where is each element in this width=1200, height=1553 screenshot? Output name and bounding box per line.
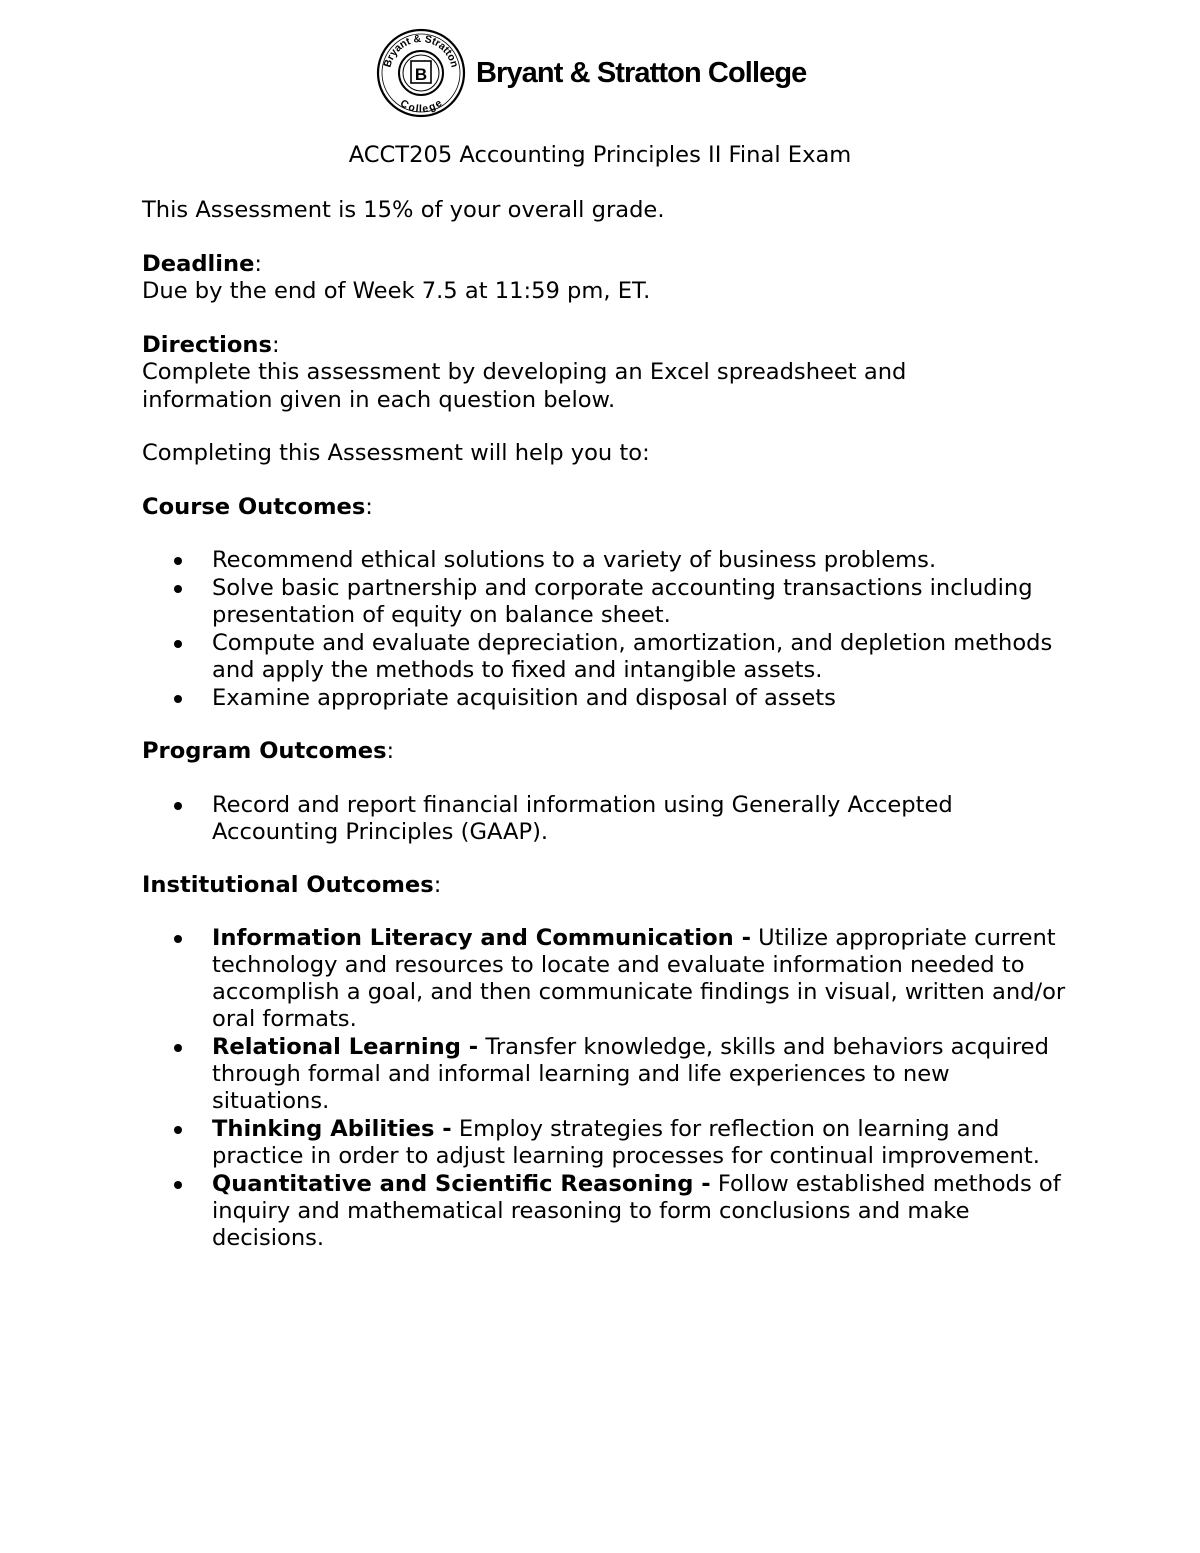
institutional-outcomes-heading [142, 872, 1072, 900]
directions-text-line1: Complete this assessment by developing an Excel spreadsheet and [142, 359, 907, 385]
header-logo [376, 28, 806, 118]
list-item [142, 1116, 1072, 1170]
course-outcomes-heading [142, 494, 1072, 522]
list-item-text: Record and report financial information using Generally Accepted Accounting Principles (GAAP). [212, 791, 953, 845]
list-item [142, 925, 1072, 1033]
bullet-icon [174, 935, 182, 943]
program-outcomes-colon: : [386, 738, 395, 764]
bullet-icon [174, 802, 182, 810]
deadline-colon: : [254, 250, 263, 277]
list-item [142, 547, 1072, 574]
college-name: Bryant & Stratton College [476, 56, 807, 89]
list-item [142, 575, 1072, 629]
intro-paragraph: This Assessment is 15% of your overall grade. [142, 197, 665, 223]
bullet-icon [174, 695, 182, 703]
deadline-section [142, 251, 1072, 306]
directions-section [142, 332, 1072, 415]
deadline-label: Deadline [142, 250, 255, 277]
deadline-text: Due by the end of Week 7.5 at 11:59 pm, ET. [142, 278, 651, 304]
list-item-text: Solve basic partnership and corporate accounting transactions including presentation of equity on balance sheet. [212, 575, 1033, 628]
directions-text-line2: information given in each question below. [142, 386, 616, 413]
bullet-icon [174, 1044, 182, 1052]
seal-text-bottom: College [397, 97, 445, 116]
page-title: ACCT205 Accounting Principles II Final Exam [348, 142, 852, 168]
course-outcomes-list [142, 547, 1072, 712]
bullet-icon [174, 640, 182, 648]
outcome-term: Information Literacy and Communication - [212, 925, 751, 951]
course-outcomes-label: Course Outcomes [142, 493, 366, 520]
outcome-term: Quantitative and Scientific Reasoning - [212, 1171, 711, 1197]
directions-label: Directions [142, 331, 272, 358]
course-outcomes-colon: : [365, 493, 373, 520]
list-item [142, 630, 1072, 684]
bullet-icon [174, 1126, 182, 1134]
bullet-icon [174, 585, 182, 593]
completing-paragraph: Completing this Assessment will help you to: [142, 440, 650, 466]
institutional-outcomes-label: Institutional Outcomes [142, 871, 434, 898]
institutional-outcomes-colon: : [433, 871, 442, 898]
list-item [142, 1171, 1072, 1252]
list-item-text: Recommend ethical solutions to a variety of business problems. [212, 547, 937, 573]
list-item-text: Examine appropriate acquisition and disposal of assets [212, 685, 836, 711]
bullet-icon [174, 557, 182, 565]
program-outcomes-label: Program Outcomes [142, 738, 387, 764]
bullet-icon [174, 1181, 182, 1189]
program-outcomes-list [142, 792, 1072, 846]
college-seal-icon [376, 28, 466, 118]
program-outcomes-heading [142, 738, 1072, 766]
outcome-term: Thinking Abilities - [212, 1116, 452, 1142]
seal-text-top: Bryant & Stratton [381, 32, 461, 69]
directions-colon: : [271, 331, 280, 358]
outcome-text: Follow established methods of inquiry and mathematical reasoning to form conclusions and make decisions. [212, 1171, 1061, 1251]
outcome-text: Utilize appropriate current technology and resources to locate and evaluate information needed to accomplish a goal, and then communicate findings in visual, written and/or oral formats. [212, 925, 1066, 1032]
list-item [142, 685, 1072, 712]
list-item [142, 1034, 1072, 1115]
outcome-text: Employ strategies for reflection on learning and practice in order to adjust learning processes for continual improvement. [212, 1116, 1040, 1169]
outcome-text: Transfer knowledge, skills and behaviors acquired through formal and informal learning and life experiences to new situations. [212, 1034, 1049, 1114]
list-item-text: Compute and evaluate depreciation, amortization, and depletion methods and apply the methods to fixed and intangible assets. [212, 630, 1053, 683]
list-item [142, 792, 1072, 846]
outcome-term: Relational Learning - [212, 1034, 479, 1060]
seal-center-letter: B [414, 65, 428, 84]
institutional-outcomes-list [142, 925, 1072, 1252]
document-body [142, 140, 1072, 1278]
